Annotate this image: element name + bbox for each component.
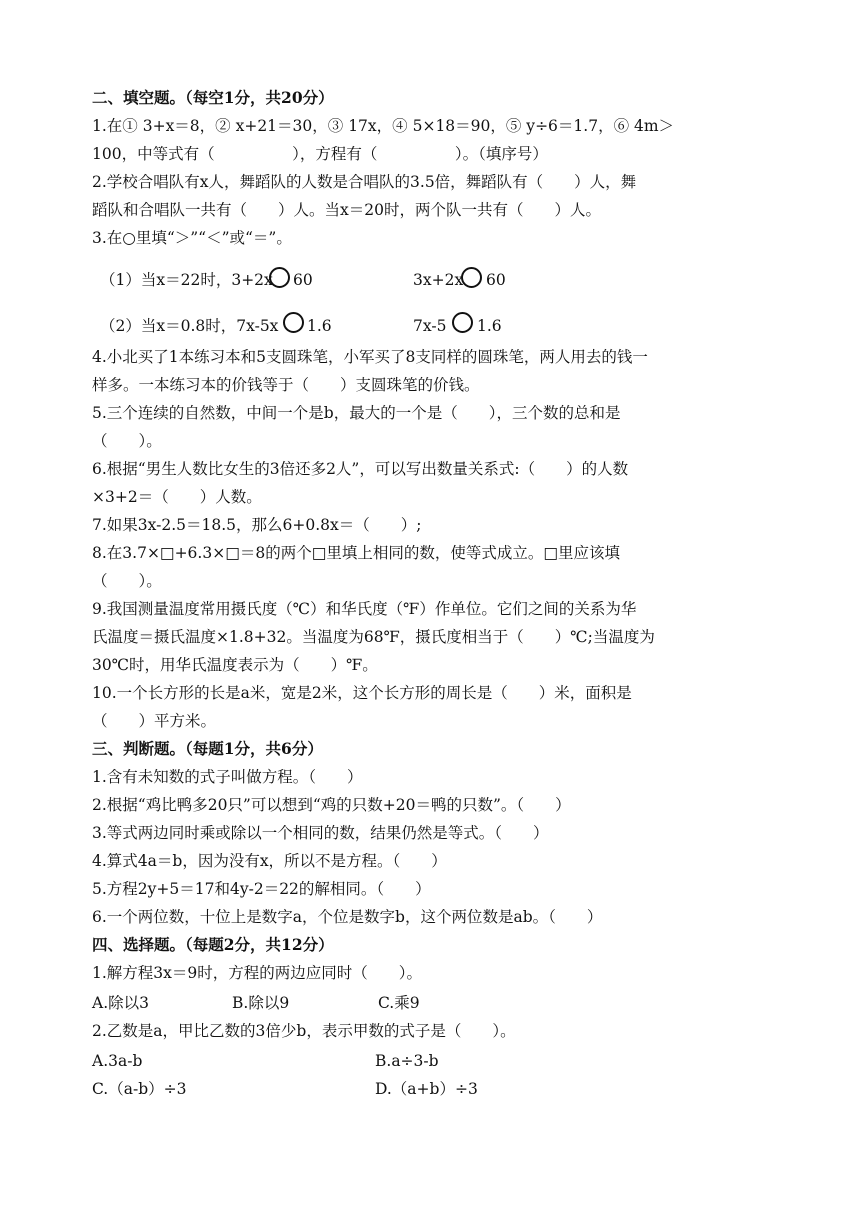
compare-1-right-expr: 3x+2x [413,271,464,289]
choice-q2-option-d[interactable]: D.（a+b）÷3 [375,1080,478,1098]
fill-blank-q8-line2: （ ）。 [92,572,162,590]
section-3-heading: 三、判断题。（每题1分，共6分） [92,739,323,758]
judge-q2: 2.根据“鸡比鸭多20只”可以想到“鸡的只数+20＝鸭的只数”。（ ） [92,796,571,814]
compare-circle-4[interactable] [452,312,473,333]
fill-blank-q4-line2: 样多。一本练习本的价钱等于（ ）支圆珠笔的价钱。 [92,376,480,394]
fill-blank-q4-line1: 4.小北买了1本练习本和5支圆珠笔，小军买了8支同样的圆珠笔，两人用去的钱一 [92,348,648,366]
section-4-heading: 四、选择题。（每题2分，共12分） [92,935,334,954]
compare-circle-1[interactable] [269,267,290,288]
fill-blank-q9-line3: 30℃时，用华氏温度表示为（ ）℉。 [92,656,378,674]
fill-blank-q5-line2: （ ）。 [92,432,162,450]
fill-blank-q2-line2: 蹈队和合唱队一共有（ ）人。当x＝20时，两个队一共有（ ）人。 [92,201,601,219]
compare-1-right-value: 60 [486,271,506,289]
fill-blank-q3-prompt: 3.在○里填“＞”“＜”或“＝”。 [92,229,292,247]
fill-blank-q10-line2: （ ）平方米。 [92,712,217,730]
compare-2-left-value: 1.6 [307,317,332,335]
fill-blank-q8-line1: 8.在3.7×□+6.3×□＝8的两个□里填上相同的数，使等式成立。□里应该填 [92,544,620,562]
fill-blank-q9-line1: 9.我国测量温度常用摄氏度（℃）和华氏度（℉）作单位。它们之间的关系为华 [92,600,637,618]
judge-q6: 6.一个两位数，十位上是数字a，个位是数字b，这个两位数是ab。（ ） [92,908,603,926]
fill-blank-q7: 7.如果3x-2.5＝18.5，那么6+0.8x＝（ ）; [92,516,422,534]
compare-2-left-expr: （2）当x＝0.8时，7x-5x [100,317,279,335]
choice-q2-option-b[interactable]: B.a÷3-b [375,1052,439,1070]
fill-blank-q6-line1: 6.根据“男生人数比女生的3倍还多2人”，可以写出数量关系式:（ ）的人数 [92,460,629,478]
section-2-heading: 二、填空题。（每空1分，共20分） [92,88,334,107]
choice-q1-option-b[interactable]: B.除以9 [232,994,290,1012]
compare-2-right-value: 1.6 [477,317,502,335]
compare-circle-2[interactable] [461,267,482,288]
compare-circle-3[interactable] [283,312,304,333]
judge-q3: 3.等式两边同时乘或除以一个相同的数，结果仍然是等式。（ ） [92,824,549,842]
choice-q1-option-c[interactable]: C.乘9 [378,994,420,1012]
fill-blank-q6-line2: ×3+2＝（ ）人数。 [92,488,262,506]
judge-q4: 4.算式4a＝b，因为没有x，所以不是方程。（ ） [92,852,447,870]
fill-blank-q10-line1: 10.一个长方形的长是a米，宽是2米，这个长方形的周长是（ ）米，面积是 [92,684,632,702]
choice-q2-stem: 2.乙数是a，甲比乙数的3倍少b，表示甲数的式子是（ ）。 [92,1022,516,1040]
fill-blank-q1-line1: 1.在① 3+x＝8，② x+21＝30，③ 17x，④ 5×18＝90，⑤ y÷6＝1.7，⑥ 4m＞ [92,117,675,135]
fill-blank-q5-line1: 5.三个连续的自然数，中间一个是b，最大的一个是（ ），三个数的总和是 [92,404,621,422]
choice-q2-option-c[interactable]: C.（a-b）÷3 [92,1080,187,1098]
fill-blank-q9-line2: 氏温度＝摄氏温度×1.8+32。当温度为68℉，摄氏度相当于（ ）℃;当温度为 [92,628,655,646]
judge-q5: 5.方程2y+5＝17和4y-2＝22的解相同。（ ） [92,880,431,898]
compare-1-left-expr: （1）当x＝22时，3+2x [100,271,273,289]
fill-blank-q2-line1: 2.学校合唱队有x人，舞蹈队的人数是合唱队的3.5倍，舞蹈队有（ ）人，舞 [92,173,637,191]
choice-q1-stem: 1.解方程3x＝9时，方程的两边应同时（ ）。 [92,964,423,982]
choice-q1-option-a[interactable]: A.除以3 [92,994,149,1012]
fill-blank-q1-line2: 100，中等式有（ ），方程有（ ）。（填序号） [92,145,548,163]
compare-1-left-value: 60 [293,271,313,289]
judge-q1: 1.含有未知数的式子叫做方程。（ ） [92,768,363,786]
compare-2-right-expr: 7x-5 [413,317,447,335]
choice-q2-option-a[interactable]: A.3a-b [92,1052,143,1070]
